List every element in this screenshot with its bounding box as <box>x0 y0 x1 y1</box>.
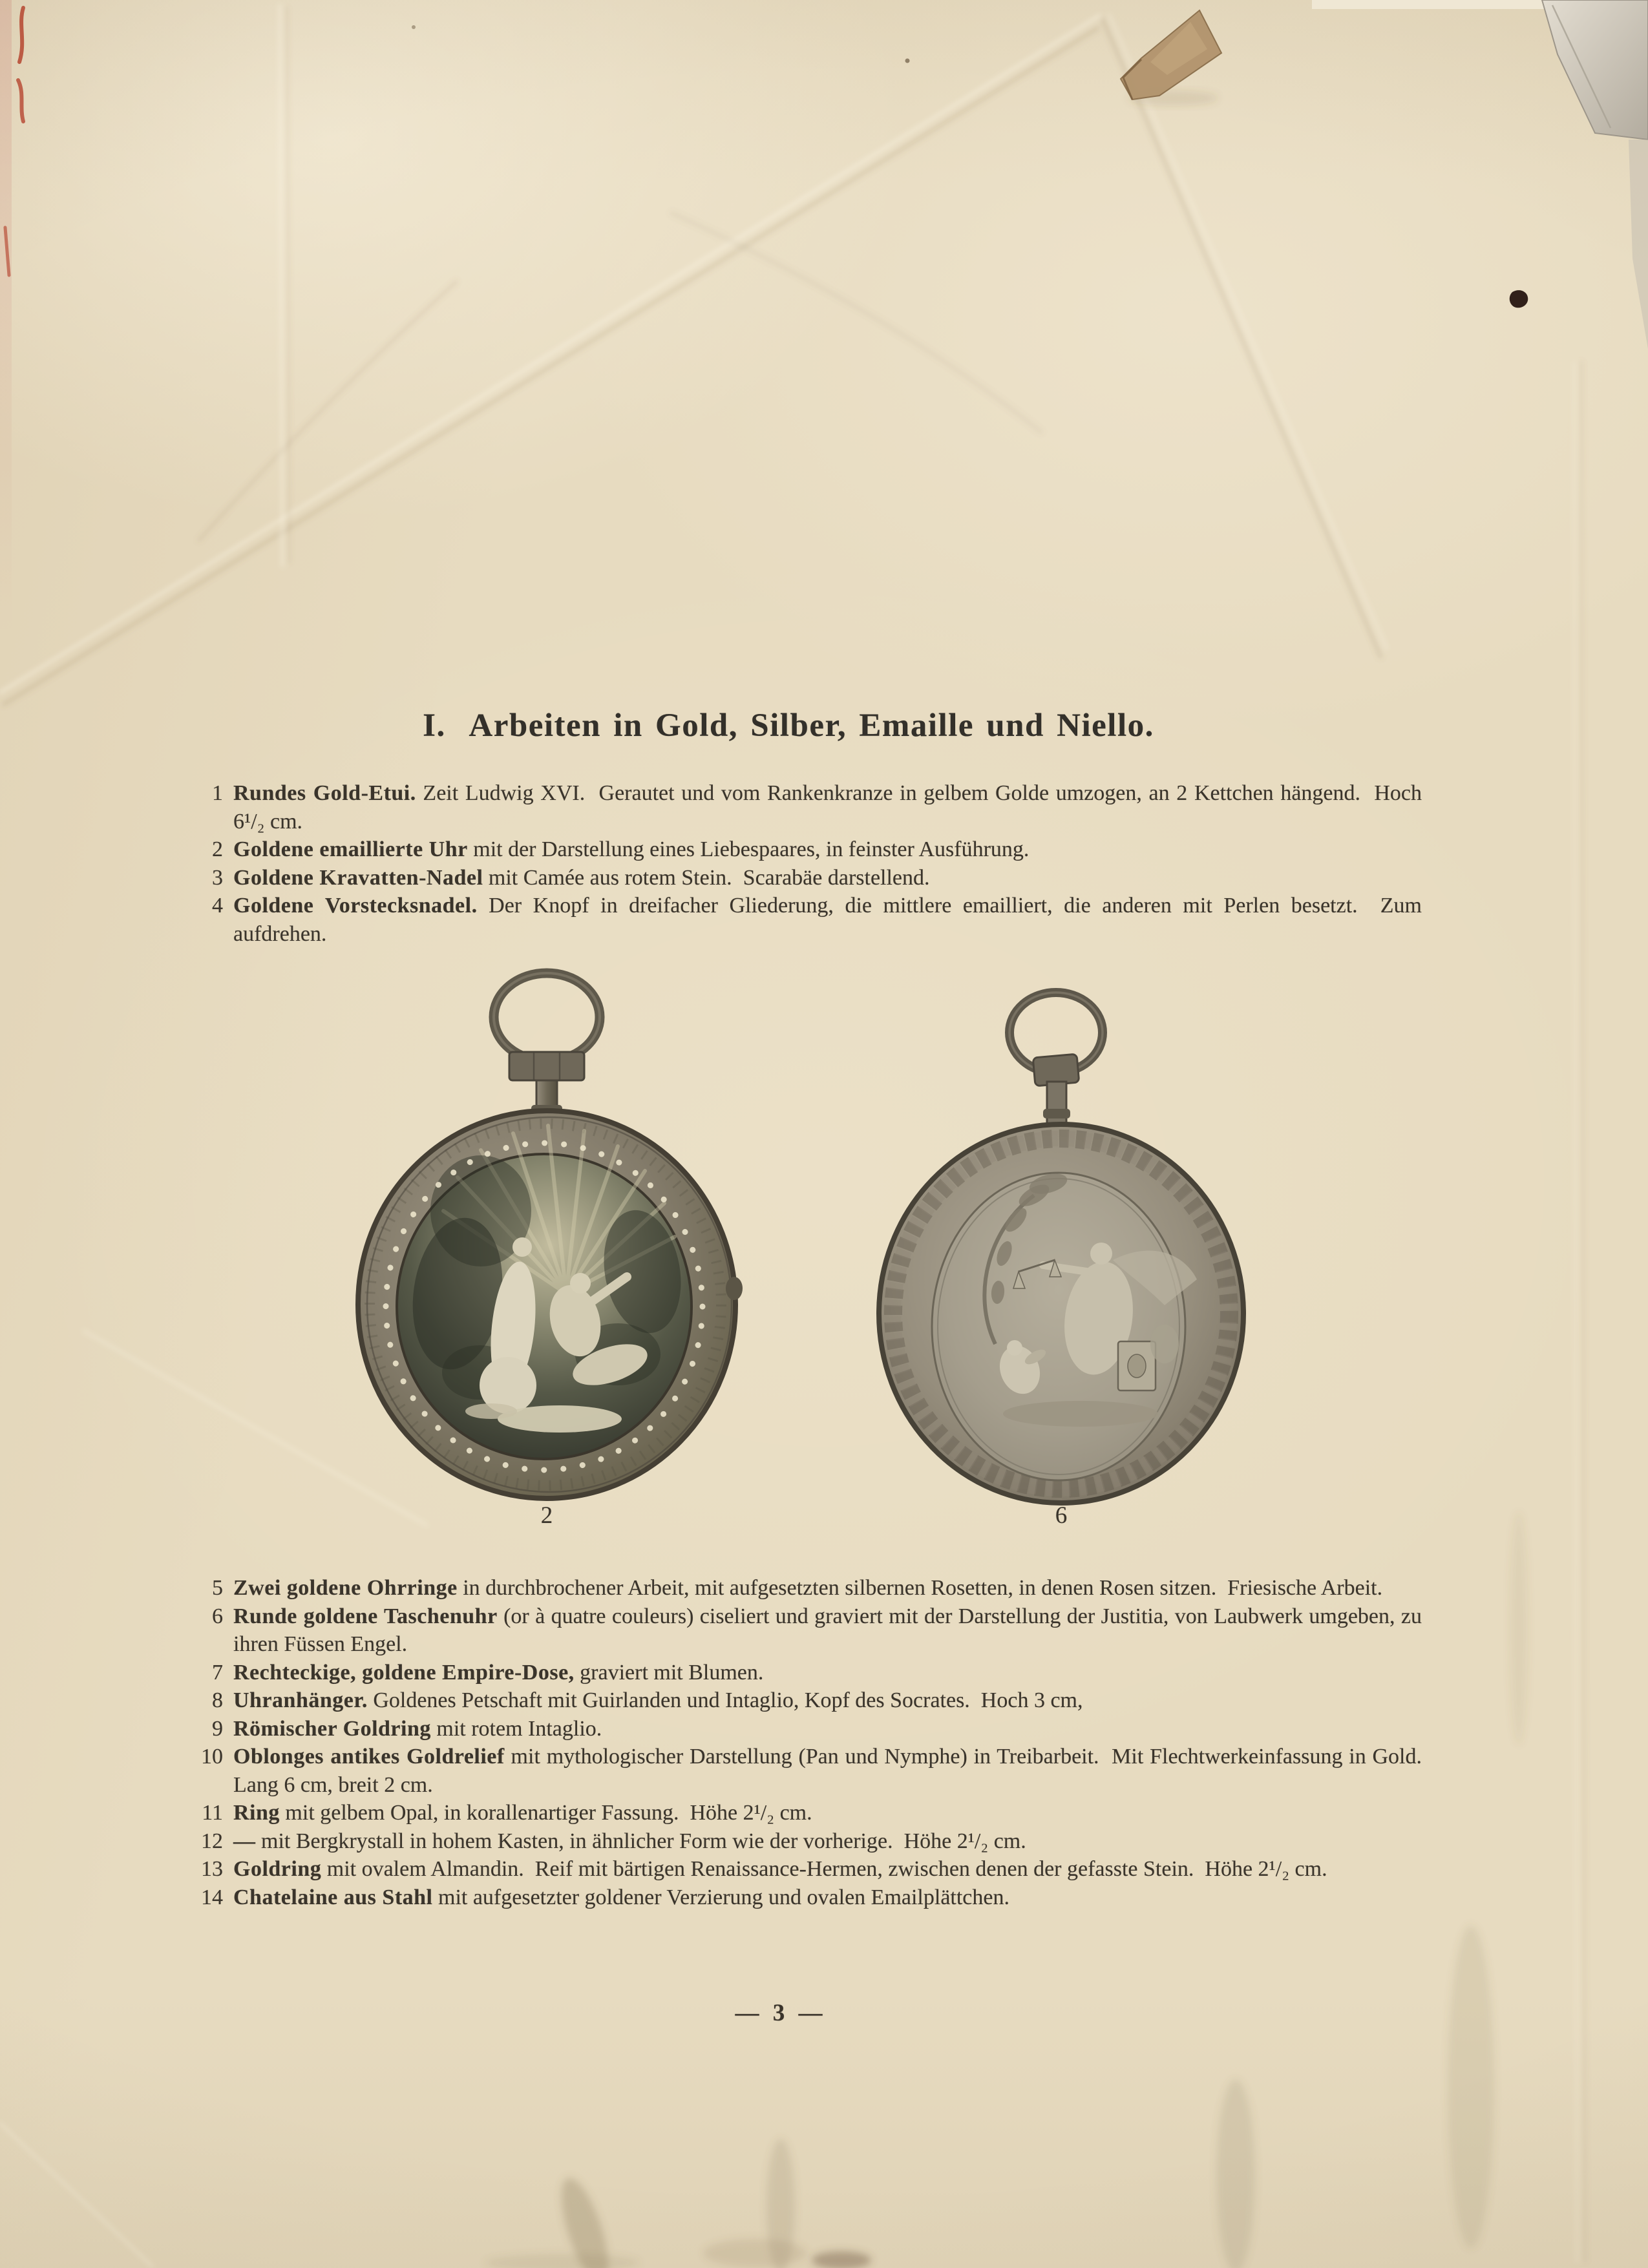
item-number: 2 <box>212 837 223 861</box>
catalog-entry <box>183 835 1422 864</box>
left-edge-tint <box>0 0 12 633</box>
item-rest: mit der Darstellung eines Liebespaares, in feinster Ausführung. <box>473 837 1030 861</box>
figure-label-6: 6 <box>1055 1502 1068 1529</box>
item-number: 8 <box>212 1688 223 1712</box>
item-rest: mit rotem Intaglio. <box>436 1716 602 1741</box>
item-lead: Goldene Vorstecksnadel. <box>233 894 478 918</box>
catalog-entry <box>183 1743 1433 1799</box>
catalog-entry <box>183 1659 1422 1687</box>
item-text <box>233 1743 1433 1799</box>
catalog-entry <box>183 779 1428 835</box>
catalog-entry <box>183 864 1422 892</box>
item-rest: in durchbrochener Arbeit, mit aufgesetzten silbernen Rosetten, in denen Rosen sitzen. Friesische Arbeit. <box>463 1576 1383 1600</box>
item-number: 11 <box>202 1801 223 1825</box>
item-rest: Der Knopf in dreifacher Gliederung, die mittlere emailliert, die anderen mit Perlen besetzt. Zum aufdrehen. <box>233 894 1428 946</box>
item-rest: Zeit Ludwig XVI. Gerautet und vom Rankenkranze in gelbem Golde umzogen, an 2 Kettchen hängend. Hoch 6¹/₂ cm. <box>233 781 1428 834</box>
item-lead: Uhranhänger. <box>233 1688 368 1712</box>
item-number: 4 <box>212 894 223 918</box>
catalog-entry <box>183 1827 1422 1856</box>
item-lead: Goldene Kravatten-Nadel <box>233 865 483 890</box>
item-text <box>233 1827 1422 1856</box>
ink-spot <box>1510 290 1528 308</box>
section-title: I. Arbeiten in Gold, Silber, Emaille und Niello. <box>423 708 1154 744</box>
item-number: 9 <box>212 1716 223 1741</box>
page-number: — 3 — <box>735 2000 823 2026</box>
item-rest: mit gelbem Opal, in korallenartiger Fassung. Höhe 2¹/₂ cm. <box>285 1801 812 1825</box>
item-text <box>233 1659 1422 1687</box>
item-lead: Goldene emaillierte Uhr <box>233 837 468 861</box>
item-lead: Goldring <box>233 1857 322 1881</box>
item-lead: Chatelaine aus Stahl <box>233 1885 433 1909</box>
item-lead: Ring <box>233 1801 280 1825</box>
item-rest: (or à quatre couleurs) ciseliert und graviert mit der Darstellung der Justitia, von Laubwerk umgeben, zu ihren Füssen Engel. <box>233 1604 1428 1656</box>
catalog-entry <box>183 1799 1422 1827</box>
tape-fragment <box>1121 10 1221 106</box>
item-text <box>233 1715 1422 1743</box>
folded-corner <box>1312 0 1648 349</box>
item-text <box>233 892 1428 948</box>
item-number: 1 <box>212 781 223 805</box>
item-rest: graviert mit Blumen. <box>580 1660 764 1685</box>
catalog-entry <box>183 892 1428 948</box>
item-number: 13 <box>201 1857 223 1881</box>
item-text <box>233 1574 1422 1602</box>
item-text <box>233 1686 1422 1715</box>
item-lead: Oblonges antikes Goldrelief <box>233 1745 505 1769</box>
catalog-list-bottom <box>183 1574 1433 1911</box>
item-rest: mit Camée aus rotem Stein. Scarabäe darstellend. <box>488 865 930 890</box>
pocket-watch-2-illustration <box>346 958 747 1526</box>
catalog-entry <box>183 1884 1422 1912</box>
item-lead: Runde goldene Taschenuhr <box>233 1604 498 1628</box>
ground-patch <box>465 1403 517 1419</box>
item-rest: Goldenes Petschaft mit Guirlanden und Intaglio, Kopf des Socrates. Hoch 3 cm, <box>373 1688 1083 1712</box>
item-number: 6 <box>212 1604 223 1628</box>
catalog-entry <box>183 1574 1422 1602</box>
item-lead: Zwei goldene Ohrringe <box>233 1576 458 1600</box>
pocket-watch-6-illustration <box>861 982 1262 1525</box>
dirt-specks <box>412 25 1528 308</box>
item-rest: mit Bergkrystall in hohem Kasten, in ähnlicher Form wie der vorherige. Höhe 2¹/₂ cm. <box>261 1829 1026 1853</box>
item-text <box>233 864 1422 892</box>
item-text <box>233 835 1422 864</box>
item-text <box>233 1799 1422 1827</box>
item-number: 3 <box>212 865 223 890</box>
item-number: 5 <box>212 1576 223 1600</box>
item-text <box>233 779 1428 835</box>
item-rest: mit ovalem Almandin. Reif mit bärtigen Renaissance-Hermen, zwischen denen der gefasste Stein. Höhe 2¹/₂ cm. <box>326 1857 1327 1881</box>
item-number: 14 <box>201 1885 223 1909</box>
item-number: 10 <box>201 1745 223 1769</box>
item-text <box>233 1855 1422 1884</box>
item-number: 7 <box>212 1660 223 1685</box>
item-lead: — <box>233 1829 256 1853</box>
crease-lines <box>0 5 1585 2267</box>
item-number: 12 <box>201 1829 223 1853</box>
item-text <box>233 1884 1422 1912</box>
item-lead: Rundes Gold-Etui. <box>233 781 416 805</box>
item-rest: mit mythologischer Darstellung (Pan und Nymphe) in Treibarbeit. Mit Flechtwerkeinfassung in Gold. Lang 6 cm, breit 2 cm. <box>233 1745 1433 1797</box>
figure-label-2: 2 <box>540 1502 553 1529</box>
catalog-list-top <box>183 779 1428 948</box>
ground-patch <box>1003 1401 1158 1427</box>
item-text <box>233 1602 1428 1659</box>
figure-watch-6 <box>861 982 1262 1551</box>
item-lead: Rechteckige, goldene Empire-Dose, <box>233 1660 575 1685</box>
watch-6-pendant <box>1009 992 1103 1135</box>
item-lead: Römischer Goldring <box>233 1716 431 1741</box>
catalog-entry <box>183 1855 1422 1884</box>
catalog-entry <box>183 1602 1428 1659</box>
catalog-entry <box>183 1715 1422 1743</box>
catalog-entry <box>183 1686 1422 1715</box>
item-rest: mit aufgesetzter goldener Verzierung und ovalen Emailplättchen. <box>438 1885 1009 1909</box>
figure-watch-2 <box>346 958 747 1539</box>
